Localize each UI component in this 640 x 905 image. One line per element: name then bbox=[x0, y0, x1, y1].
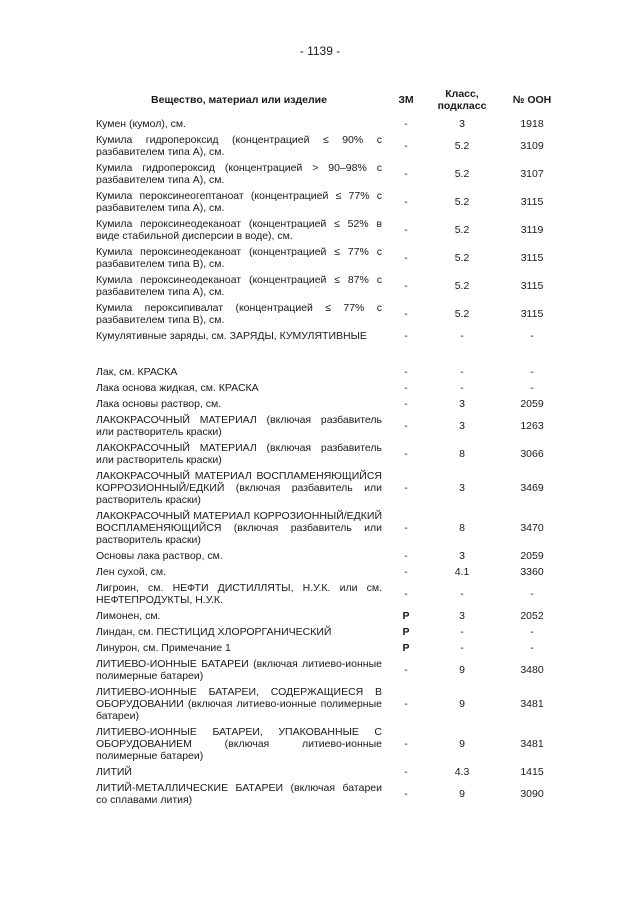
class-cell: 3 bbox=[459, 482, 465, 494]
class-cell: - bbox=[460, 642, 464, 654]
un-cell: 3115 bbox=[520, 252, 544, 264]
substance-cell: Кумила пероксинеодеканоат (концентрацией ≤ 52% в виде стабильной дисперсии в воде), см. bbox=[96, 218, 382, 242]
table-body bbox=[96, 116, 564, 808]
substance-cell: Кумен (кумол), см. bbox=[96, 118, 187, 130]
group-spacer bbox=[96, 344, 564, 364]
em-cell: - bbox=[404, 738, 408, 750]
class-cell: - bbox=[460, 626, 464, 638]
em-cell: - bbox=[404, 330, 408, 342]
em-cell: - bbox=[404, 252, 408, 264]
table-row bbox=[96, 364, 564, 380]
em-cell: - bbox=[404, 766, 408, 778]
class-cell: 3 bbox=[459, 610, 465, 622]
un-cell: 1263 bbox=[520, 420, 544, 432]
substance-table bbox=[96, 88, 564, 808]
substance-cell: Линурон, см. Примечание 1 bbox=[96, 642, 231, 654]
class-cell: 8 bbox=[459, 522, 465, 534]
table-row bbox=[96, 468, 564, 508]
substance-cell: ЛИТИЕВО-ИОННЫЕ БАТАРЕИ (включая литиево-ионные полимерные батареи) bbox=[96, 658, 382, 682]
substance-cell: ЛИТИЕВО-ИОННЫЕ БАТАРЕИ, УПАКОВАННЫЕ С ОБОРУДОВАНИЕМ (включая литиево-ионные полимерные батареи) bbox=[96, 726, 382, 762]
table-row bbox=[96, 624, 564, 640]
substance-cell: ЛИТИЕВО-ИОННЫЕ БАТАРЕИ, СОДЕРЖАЩИЕСЯ В ОБОРУДОВАНИИ (включая литиево-ионные полимерные батареи) bbox=[96, 686, 382, 722]
header-class: Класс, подкласс bbox=[437, 88, 487, 112]
table-row bbox=[96, 380, 564, 396]
un-cell: 3481 bbox=[520, 698, 544, 710]
class-cell: 3 bbox=[459, 550, 465, 562]
un-cell: 2059 bbox=[520, 398, 544, 410]
em-cell: - bbox=[404, 664, 408, 676]
class-cell: 4.1 bbox=[454, 566, 470, 578]
class-cell: 3 bbox=[459, 398, 465, 410]
un-cell: 3469 bbox=[520, 482, 544, 494]
substance-cell: ЛАКОКРАСОЧНЫЙ МАТЕРИАЛ (включая разбавитель или растворитель краски) bbox=[96, 414, 382, 438]
table-row bbox=[96, 216, 564, 244]
un-cell: 3360 bbox=[520, 566, 544, 578]
un-cell: - bbox=[530, 588, 534, 600]
un-cell: 3481 bbox=[520, 738, 544, 750]
table-row bbox=[96, 640, 564, 656]
un-cell: 3115 bbox=[520, 280, 544, 292]
em-cell: - bbox=[404, 366, 408, 378]
substance-cell: ЛИТИЙ-МЕТАЛЛИЧЕСКИЕ БАТАРЕИ (включая батареи со сплавами лития) bbox=[96, 782, 382, 806]
table-row bbox=[96, 684, 564, 724]
em-cell: - bbox=[404, 566, 408, 578]
em-cell: - bbox=[404, 398, 408, 410]
un-cell: 3480 bbox=[520, 664, 544, 676]
class-cell: 9 bbox=[459, 698, 465, 710]
class-cell: 5.2 bbox=[454, 140, 470, 152]
em-cell: - bbox=[404, 224, 408, 236]
un-cell: - bbox=[530, 626, 534, 638]
substance-cell: ЛАКОКРАСОЧНЫЙ МАТЕРИАЛ ВОСПЛАМЕНЯЮЩИЙСЯ КОРРОЗИОННЫЙ/ЕДКИЙ (включая разбавитель или растворитель краски) bbox=[96, 470, 382, 506]
substance-cell: Основы лака раствор, см. bbox=[96, 550, 223, 562]
un-cell: - bbox=[530, 642, 534, 654]
table-row bbox=[96, 272, 564, 300]
table-row bbox=[96, 780, 564, 808]
un-cell: 3115 bbox=[520, 308, 544, 320]
em-cell: - bbox=[404, 788, 408, 800]
table-row bbox=[96, 132, 564, 160]
header-em: ЗМ bbox=[398, 94, 414, 106]
table-row bbox=[96, 656, 564, 684]
em-cell: - bbox=[404, 308, 408, 320]
substance-cell: Кумила пероксипивалат (концентрацией ≤ 77% с разбавителем типа В), см. bbox=[96, 302, 382, 326]
table-row bbox=[96, 116, 564, 132]
table-row bbox=[96, 412, 564, 440]
un-cell: - bbox=[530, 366, 534, 378]
em-cell: - bbox=[404, 522, 408, 534]
em-cell: - bbox=[404, 698, 408, 710]
substance-cell: Лигроин, см. НЕФТИ ДИСТИЛЛЯТЫ, Н.У.К. или см. НЕФТЕПРОДУКТЫ, Н.У.К. bbox=[96, 582, 382, 606]
class-cell: 9 bbox=[459, 788, 465, 800]
un-cell: 3090 bbox=[520, 788, 544, 800]
table-row bbox=[96, 608, 564, 624]
substance-cell: Лимонен, см. bbox=[96, 610, 161, 622]
table-row bbox=[96, 396, 564, 412]
table-row bbox=[96, 160, 564, 188]
header-substance: Вещество, материал или изделие bbox=[151, 94, 327, 106]
un-cell: 3119 bbox=[520, 224, 544, 236]
table-row bbox=[96, 300, 564, 328]
table-row bbox=[96, 244, 564, 272]
table-row bbox=[96, 440, 564, 468]
table-row bbox=[96, 548, 564, 564]
un-cell: 3115 bbox=[520, 196, 544, 208]
table-header-row bbox=[96, 88, 564, 116]
substance-cell: Кумила пероксинеодеканоат (концентрацией ≤ 87% с разбавителем типа А), см. bbox=[96, 274, 382, 298]
substance-cell: Лака основа жидкая, см. КРАСКА bbox=[96, 382, 259, 394]
un-cell: 3107 bbox=[520, 168, 544, 180]
un-cell: 3470 bbox=[520, 522, 544, 534]
class-cell: 5.2 bbox=[454, 308, 470, 320]
table-row bbox=[96, 328, 564, 344]
un-cell: 2059 bbox=[520, 550, 544, 562]
em-cell: - bbox=[404, 550, 408, 562]
substance-cell: Линдан, см. ПЕСТИЦИД ХЛОРОРГАНИЧЕСКИЙ bbox=[96, 626, 332, 638]
em-cell: - bbox=[404, 482, 408, 494]
table-row bbox=[96, 724, 564, 764]
substance-cell: Кумила пероксинеодеканоат (концентрацией ≤ 77% с разбавителем типа В), см. bbox=[96, 246, 382, 270]
em-cell: - bbox=[404, 168, 408, 180]
class-cell: - bbox=[460, 382, 464, 394]
spacer-cell bbox=[96, 344, 564, 364]
substance-cell: Кумулятивные заряды, см. ЗАРЯДЫ, КУМУЛЯТИВНЫЕ bbox=[96, 330, 367, 342]
un-cell: - bbox=[530, 330, 534, 342]
em-cell: - bbox=[404, 588, 408, 600]
em-cell: P bbox=[402, 642, 410, 654]
class-cell: 4.3 bbox=[454, 766, 470, 778]
class-cell: 5.2 bbox=[454, 196, 470, 208]
un-cell: 1918 bbox=[520, 118, 544, 130]
un-cell: - bbox=[530, 382, 534, 394]
un-cell: 3109 bbox=[520, 140, 544, 152]
substance-cell: Кумила гидропероксид (концентрацией ≤ 90% с разбавителем типа А), см. bbox=[96, 134, 382, 158]
em-cell: - bbox=[404, 420, 408, 432]
em-cell: - bbox=[404, 382, 408, 394]
em-cell: - bbox=[404, 118, 408, 130]
substance-cell: Лен сухой, см. bbox=[96, 566, 167, 578]
un-cell: 2052 bbox=[520, 610, 544, 622]
class-cell: 3 bbox=[459, 420, 465, 432]
em-cell: P bbox=[402, 610, 410, 622]
substance-cell: ЛАКОКРАСОЧНЫЙ МАТЕРИАЛ (включая разбавитель или растворитель краски) bbox=[96, 442, 382, 466]
un-cell: 1415 bbox=[520, 766, 544, 778]
substance-cell: ЛИТИЙ bbox=[96, 766, 132, 778]
substance-cell: Кумила пероксинеогептаноат (концентрацией ≤ 77% с разбавителем типа А), см. bbox=[96, 190, 382, 214]
substance-cell: Лака основы раствор, см. bbox=[96, 398, 222, 410]
em-cell: - bbox=[404, 140, 408, 152]
table-row bbox=[96, 188, 564, 216]
substance-cell: Кумила гидропероксид (концентрацией > 90–98% с разбавителем типа А), см. bbox=[96, 162, 382, 186]
class-cell: 8 bbox=[459, 448, 465, 460]
substance-cell: ЛАКОКРАСОЧНЫЙ МАТЕРИАЛ КОРРОЗИОННЫЙ/ЕДКИЙ ВОСПЛАМЕНЯЮЩИЙСЯ (включая разбавитель или растворитель краски) bbox=[96, 510, 382, 546]
table-row bbox=[96, 508, 564, 548]
class-cell: 5.2 bbox=[454, 224, 470, 236]
class-cell: - bbox=[460, 588, 464, 600]
class-cell: 5.2 bbox=[454, 280, 470, 292]
table-row bbox=[96, 580, 564, 608]
em-cell: - bbox=[404, 448, 408, 460]
class-cell: 5.2 bbox=[454, 252, 470, 264]
class-cell: - bbox=[460, 366, 464, 378]
class-cell: - bbox=[460, 330, 464, 342]
un-cell: 3066 bbox=[520, 448, 544, 460]
class-cell: 9 bbox=[459, 738, 465, 750]
page-number: - 1139 - bbox=[299, 44, 341, 58]
em-cell: P bbox=[402, 626, 410, 638]
class-cell: 3 bbox=[459, 118, 465, 130]
em-cell: - bbox=[404, 196, 408, 208]
table-row bbox=[96, 764, 564, 780]
class-cell: 9 bbox=[459, 664, 465, 676]
em-cell: - bbox=[404, 280, 408, 292]
class-cell: 5.2 bbox=[454, 168, 470, 180]
table-row bbox=[96, 564, 564, 580]
substance-cell: Лак, см. КРАСКА bbox=[96, 366, 178, 378]
header-un: № ООН bbox=[512, 94, 552, 106]
